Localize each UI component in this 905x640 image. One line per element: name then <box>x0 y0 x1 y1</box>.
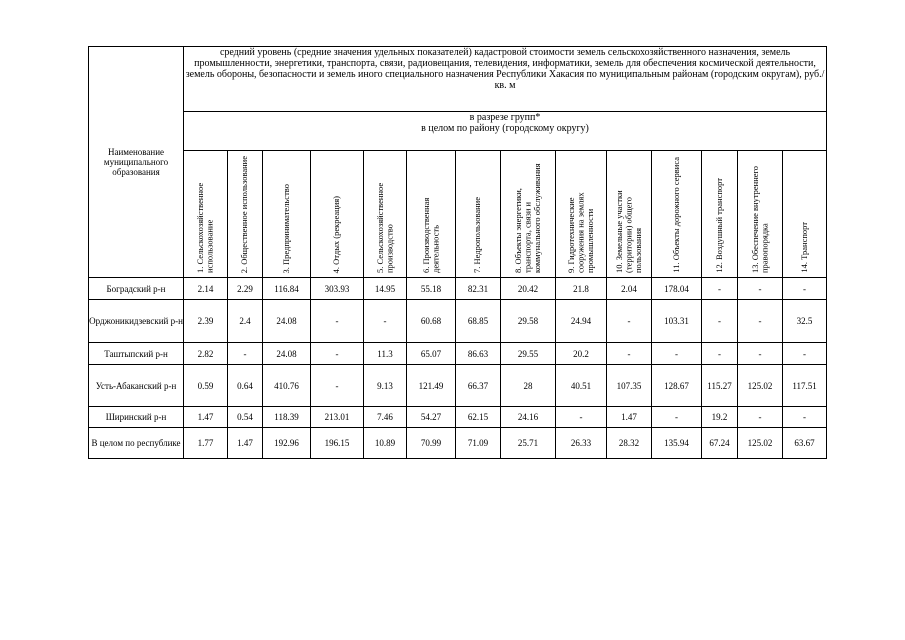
value-cell: - <box>364 300 407 343</box>
group-header <box>783 151 827 278</box>
value-cell: - <box>783 278 827 300</box>
value-cell: 115.27 <box>702 365 738 407</box>
subtitle-groups: в разрезе групп* <box>469 112 541 123</box>
group-label: 1. Сельскохозяйственное использование <box>195 182 215 273</box>
value-cell: - <box>702 343 738 365</box>
value-cell: 62.15 <box>456 407 501 428</box>
value-cell: 28.32 <box>607 428 652 459</box>
table-row <box>89 365 827 407</box>
value-cell: 55.18 <box>407 278 456 300</box>
district-name: Таштыпский р-н <box>89 343 184 365</box>
value-cell: - <box>702 300 738 343</box>
value-cell: - <box>311 343 364 365</box>
value-cell: 21.8 <box>556 278 607 300</box>
value-cell: 19.2 <box>702 407 738 428</box>
value-cell: 68.85 <box>456 300 501 343</box>
value-cell: 1.47 <box>184 407 228 428</box>
value-cell: 25.71 <box>501 428 556 459</box>
group-label: 8. Объекты энергетики, транспорта, связи и коммунального обслуживания <box>512 163 542 273</box>
group-header <box>738 151 783 278</box>
value-cell: 2.29 <box>228 278 263 300</box>
value-cell: 7.46 <box>364 407 407 428</box>
group-label: 4. Отдых (рекреация) <box>331 195 342 273</box>
group-label: 3. Предпринимательство <box>280 183 291 273</box>
value-cell: 60.68 <box>407 300 456 343</box>
group-label: 13. Обеспечение внутреннего правопорядка <box>749 165 769 273</box>
value-cell: 121.49 <box>407 365 456 407</box>
value-cell: 11.3 <box>364 343 407 365</box>
value-cell: 117.51 <box>783 365 827 407</box>
group-header <box>228 151 263 278</box>
value-cell: 66.37 <box>456 365 501 407</box>
value-cell: 192.96 <box>263 428 311 459</box>
group-header <box>652 151 702 278</box>
value-cell: 10.89 <box>364 428 407 459</box>
value-cell: 0.54 <box>228 407 263 428</box>
value-cell: 20.42 <box>501 278 556 300</box>
value-cell: 2.14 <box>184 278 228 300</box>
value-cell: 29.58 <box>501 300 556 343</box>
value-cell: 24.94 <box>556 300 607 343</box>
value-cell: 178.04 <box>652 278 702 300</box>
value-cell: 1.47 <box>607 407 652 428</box>
group-label: 2. Общественное использование <box>239 155 250 273</box>
value-cell: 116.84 <box>263 278 311 300</box>
value-cell: 54.27 <box>407 407 456 428</box>
value-cell: 2.82 <box>184 343 228 365</box>
group-header <box>501 151 556 278</box>
value-cell: 29.55 <box>501 343 556 365</box>
district-name: В целом по республике <box>89 428 184 459</box>
value-cell: 71.09 <box>456 428 501 459</box>
value-cell: 103.31 <box>652 300 702 343</box>
value-cell: 82.31 <box>456 278 501 300</box>
value-cell: 26.33 <box>556 428 607 459</box>
value-cell: 24.16 <box>501 407 556 428</box>
value-cell: - <box>607 343 652 365</box>
value-cell: - <box>311 365 364 407</box>
value-cell: 70.99 <box>407 428 456 459</box>
group-label: 12. Воздушный транспорт <box>713 178 724 273</box>
value-cell: 2.39 <box>184 300 228 343</box>
value-cell: 24.08 <box>263 343 311 365</box>
value-cell: 32.5 <box>783 300 827 343</box>
value-cell: - <box>652 407 702 428</box>
district-name: Ширинский р-н <box>89 407 184 428</box>
group-header <box>456 151 501 278</box>
group-label: 10. Земельные участки (территории) общего пользования <box>613 190 643 273</box>
value-cell: 303.93 <box>311 278 364 300</box>
value-cell: - <box>738 278 783 300</box>
value-cell: 0.64 <box>228 365 263 407</box>
value-cell: 213.01 <box>311 407 364 428</box>
value-cell: 107.35 <box>607 365 652 407</box>
table-title: средний уровень (средние значения удельных показателей) кадастровой стоимости земель сельскохозяйственного назначения, земель промышленности, энергетики, транспорта, связи, радиовещания, телевидения, информатики, земель для обеспечения космической деятельности, земель обороны, безопасности и земель иного специального назначения Республики Хакасия по муниципальным районам (городским округам), руб./кв. м <box>184 47 827 112</box>
value-cell: 2.4 <box>228 300 263 343</box>
value-cell: 196.15 <box>311 428 364 459</box>
value-cell: - <box>783 407 827 428</box>
value-cell: - <box>738 300 783 343</box>
value-cell: 0.59 <box>184 365 228 407</box>
value-cell: 2.04 <box>607 278 652 300</box>
value-cell: - <box>738 343 783 365</box>
table-body <box>89 278 827 459</box>
value-cell: 65.07 <box>407 343 456 365</box>
value-cell: 125.02 <box>738 428 783 459</box>
value-cell: 24.08 <box>263 300 311 343</box>
value-cell: 63.67 <box>783 428 827 459</box>
value-cell: 40.51 <box>556 365 607 407</box>
value-cell: 125.02 <box>738 365 783 407</box>
district-name: Боградский р-н <box>89 278 184 300</box>
value-cell: 28 <box>501 365 556 407</box>
table-subtitle <box>184 112 827 151</box>
table-row <box>89 343 827 365</box>
subtitle-district: в целом по району (городскому округу) <box>421 123 589 134</box>
group-header <box>556 151 607 278</box>
value-cell: 1.47 <box>228 428 263 459</box>
table-row <box>89 278 827 300</box>
group-label: 14. Транспорт <box>798 222 809 273</box>
group-label: 5. Сельскохозяйственное производство <box>374 182 394 273</box>
value-cell: - <box>652 343 702 365</box>
district-name: Усть-Абаканский р-н <box>89 365 184 407</box>
value-cell: 128.67 <box>652 365 702 407</box>
value-cell: 67.24 <box>702 428 738 459</box>
group-label: 6. Производственная деятельность <box>420 197 440 273</box>
name-column-header: Наименование муниципального образования <box>89 47 184 278</box>
group-label: 9. Гидротехнические сооружения на землях промышленности <box>565 192 595 273</box>
table-row <box>89 300 827 343</box>
group-header <box>607 151 652 278</box>
group-header <box>407 151 456 278</box>
value-cell: 86.63 <box>456 343 501 365</box>
value-cell: - <box>607 300 652 343</box>
value-cell: - <box>556 407 607 428</box>
value-cell: 1.77 <box>184 428 228 459</box>
cadastral-value-table <box>88 46 827 459</box>
district-name: Орджоникидзевский р-н <box>89 300 184 343</box>
value-cell: 14.95 <box>364 278 407 300</box>
value-cell: - <box>738 407 783 428</box>
group-header-row <box>89 151 827 278</box>
value-cell: 9.13 <box>364 365 407 407</box>
group-label: 7. Недропользование <box>472 196 483 273</box>
value-cell: - <box>783 343 827 365</box>
table-row <box>89 428 827 459</box>
value-cell: 20.2 <box>556 343 607 365</box>
value-cell: - <box>311 300 364 343</box>
value-cell: 118.39 <box>263 407 311 428</box>
group-header <box>702 151 738 278</box>
group-label: 11. Объекты дорожного сервиса <box>670 157 681 273</box>
group-header <box>263 151 311 278</box>
group-header <box>184 151 228 278</box>
table-row <box>89 407 827 428</box>
group-header <box>311 151 364 278</box>
group-header <box>364 151 407 278</box>
value-cell: 410.76 <box>263 365 311 407</box>
value-cell: - <box>702 278 738 300</box>
value-cell: 135.94 <box>652 428 702 459</box>
value-cell: - <box>228 343 263 365</box>
